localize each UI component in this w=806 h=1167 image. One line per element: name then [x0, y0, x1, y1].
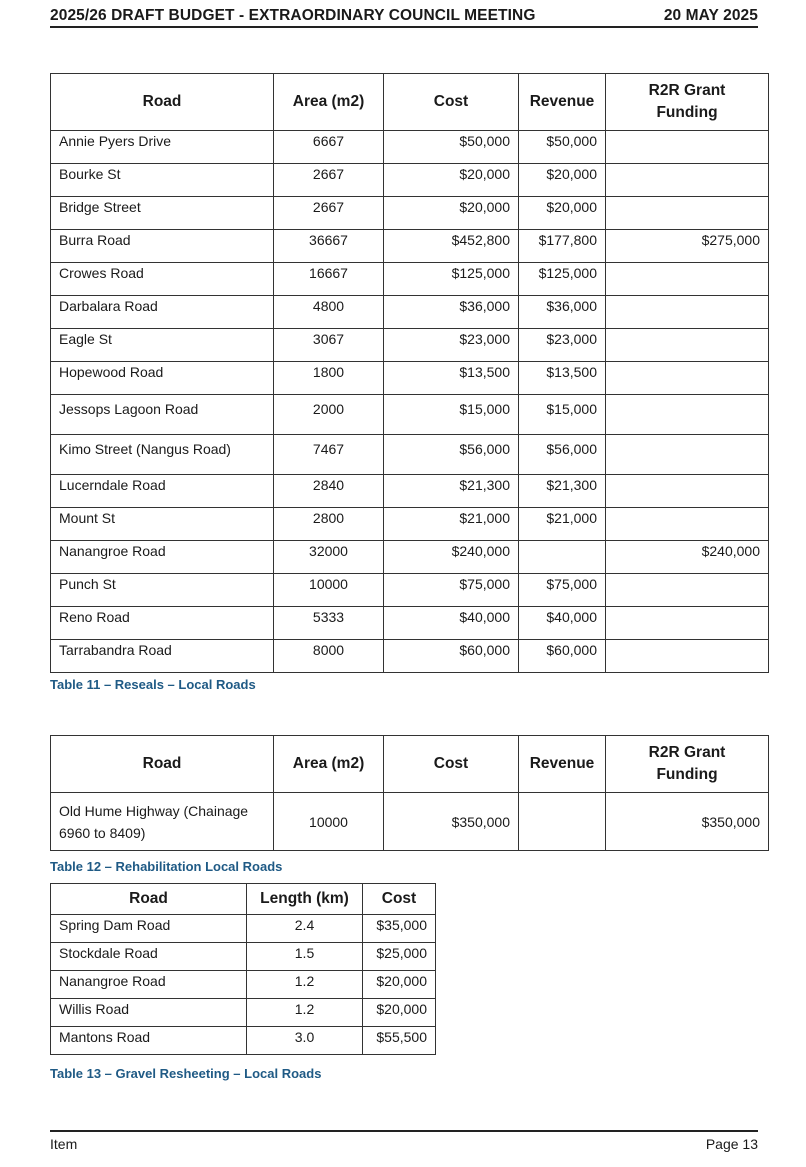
- table-row: [51, 508, 769, 541]
- table-row: [51, 574, 769, 607]
- cell-grant: [606, 263, 769, 296]
- table-11-caption: Table 11 – Reseals – Local Roads: [50, 677, 256, 692]
- cell-road: Nanangroe Road: [51, 971, 247, 999]
- table-row: [51, 475, 769, 508]
- cell-revenue: $21,000: [519, 508, 606, 541]
- cell-road: Darbalara Road: [51, 296, 274, 329]
- cell-revenue: $56,000: [519, 435, 606, 475]
- cell-road: Punch St: [51, 574, 274, 607]
- cell-area: 16667: [274, 263, 384, 296]
- cell-revenue: [519, 541, 606, 574]
- cell-area: 2800: [274, 508, 384, 541]
- cell-grant: [606, 296, 769, 329]
- cell-grant: [606, 164, 769, 197]
- cell-revenue: $50,000: [519, 131, 606, 164]
- cell-road: Nanangroe Road: [51, 541, 274, 574]
- cell-cost: $36,000: [384, 296, 519, 329]
- table-row: [51, 435, 769, 475]
- cell-grant: [606, 197, 769, 230]
- cell-cost: $56,000: [384, 435, 519, 475]
- cell-length: 2.4: [247, 915, 363, 943]
- table-row: [51, 329, 769, 362]
- cell-cost: $40,000: [384, 607, 519, 640]
- cell-road: Bridge Street: [51, 197, 274, 230]
- cell-road: Kimo Street (Nangus Road): [51, 435, 274, 475]
- cell-cost: $35,000: [363, 915, 436, 943]
- cell-road: Stockdale Road: [51, 943, 247, 971]
- cell-cost: $23,000: [384, 329, 519, 362]
- cell-road: Burra Road: [51, 230, 274, 263]
- cell-area: 1800: [274, 362, 384, 395]
- cell-cost: $60,000: [384, 640, 519, 673]
- cell-revenue: $15,000: [519, 395, 606, 435]
- cell-grant: [606, 607, 769, 640]
- gravel-resheeting-table: [50, 883, 436, 1055]
- table-row: [51, 362, 769, 395]
- cell-road: Spring Dam Road: [51, 915, 247, 943]
- cell-grant: [606, 574, 769, 607]
- cell-area: 2667: [274, 164, 384, 197]
- table-row: [51, 541, 769, 574]
- cell-grant: $350,000: [606, 793, 769, 851]
- cell-area: 10000: [274, 574, 384, 607]
- cell-cost: $20,000: [363, 971, 436, 999]
- cell-road: Old Hume Highway (Chainage 6960 to 8409): [51, 793, 274, 851]
- cell-road: Eagle St: [51, 329, 274, 362]
- cell-area: 10000: [274, 793, 384, 851]
- cell-revenue: $125,000: [519, 263, 606, 296]
- cell-length: 1.2: [247, 971, 363, 999]
- cell-cost: $25,000: [363, 943, 436, 971]
- col-header-revenue: Revenue: [519, 736, 606, 793]
- cell-grant: $240,000: [606, 541, 769, 574]
- table-row: [51, 607, 769, 640]
- cell-area: 36667: [274, 230, 384, 263]
- cell-grant: [606, 329, 769, 362]
- cell-cost: $125,000: [384, 263, 519, 296]
- table-row: [51, 915, 436, 943]
- cell-grant: [606, 508, 769, 541]
- table-row: [51, 197, 769, 230]
- cell-grant: [606, 395, 769, 435]
- table-12-caption: Table 12 – Rehabilitation Local Roads: [50, 859, 283, 874]
- cell-area: 8000: [274, 640, 384, 673]
- cell-cost: $20,000: [363, 999, 436, 1027]
- document-title: 2025/26 DRAFT BUDGET - EXTRAORDINARY COUNCIL MEETING: [50, 7, 536, 24]
- col-header-road: Road: [51, 884, 247, 915]
- col-header-cost: Cost: [384, 74, 519, 131]
- table-header-row: [51, 736, 769, 793]
- cell-cost: $20,000: [384, 197, 519, 230]
- cell-area: 4800: [274, 296, 384, 329]
- cell-cost: $15,000: [384, 395, 519, 435]
- cell-cost: $55,500: [363, 1027, 436, 1055]
- cell-cost: $240,000: [384, 541, 519, 574]
- cell-road: Lucerndale Road: [51, 475, 274, 508]
- cell-road: Reno Road: [51, 607, 274, 640]
- col-header-revenue: Revenue: [519, 74, 606, 131]
- cell-cost: $75,000: [384, 574, 519, 607]
- cell-grant: $275,000: [606, 230, 769, 263]
- col-header-grant: R2R Grant Funding: [606, 74, 769, 131]
- cell-road: Willis Road: [51, 999, 247, 1027]
- col-header-cost: Cost: [384, 736, 519, 793]
- page-number: Page 13: [705, 1136, 758, 1152]
- table-row: [51, 971, 436, 999]
- col-header-road: Road: [51, 74, 274, 131]
- col-header-grant: R2R Grant Funding: [606, 736, 769, 793]
- cell-grant: [606, 475, 769, 508]
- cell-road: Hopewood Road: [51, 362, 274, 395]
- cell-road: Crowes Road: [51, 263, 274, 296]
- cell-revenue: $13,500: [519, 362, 606, 395]
- cell-revenue: $20,000: [519, 197, 606, 230]
- cell-grant: [606, 131, 769, 164]
- col-header-length: Length (km): [247, 884, 363, 915]
- col-header-area: Area (m2): [274, 736, 384, 793]
- table-header-row: [51, 884, 436, 915]
- page-header: [50, 6, 758, 28]
- cell-revenue: $75,000: [519, 574, 606, 607]
- table-13-caption: Table 13 – Gravel Resheeting – Local Roads: [50, 1066, 322, 1081]
- table-row: [51, 164, 769, 197]
- cell-revenue: $60,000: [519, 640, 606, 673]
- cell-cost: $21,300: [384, 475, 519, 508]
- meeting-date: 20 MAY 2025: [663, 7, 758, 24]
- table-row: [51, 263, 769, 296]
- cell-area: 3067: [274, 329, 384, 362]
- table-row: [51, 395, 769, 435]
- cell-revenue: [519, 793, 606, 851]
- cell-cost: $13,500: [384, 362, 519, 395]
- table-row: [51, 999, 436, 1027]
- cell-road: Annie Pyers Drive: [51, 131, 274, 164]
- table-row: [51, 640, 769, 673]
- footer-item-label: Item: [50, 1136, 78, 1152]
- cell-grant: [606, 640, 769, 673]
- cell-revenue: $21,300: [519, 475, 606, 508]
- table-row: [51, 1027, 436, 1055]
- cell-length: 3.0: [247, 1027, 363, 1055]
- cell-road: Jessops Lagoon Road: [51, 395, 274, 435]
- cell-cost: $21,000: [384, 508, 519, 541]
- cell-grant: [606, 435, 769, 475]
- reseals-table: [50, 73, 769, 673]
- cell-road: Mount St: [51, 508, 274, 541]
- table-row: [51, 230, 769, 263]
- cell-area: 32000: [274, 541, 384, 574]
- cell-road: Mantons Road: [51, 1027, 247, 1055]
- cell-revenue: $23,000: [519, 329, 606, 362]
- table-row: [51, 943, 436, 971]
- rehabilitation-table: [50, 735, 769, 851]
- cell-grant: [606, 362, 769, 395]
- cell-cost: $350,000: [384, 793, 519, 851]
- cell-revenue: $36,000: [519, 296, 606, 329]
- col-header-road: Road: [51, 736, 274, 793]
- table-header-row: [51, 74, 769, 131]
- cell-length: 1.2: [247, 999, 363, 1027]
- cell-area: 2840: [274, 475, 384, 508]
- cell-cost: $50,000: [384, 131, 519, 164]
- cell-area: 2667: [274, 197, 384, 230]
- cell-revenue: $20,000: [519, 164, 606, 197]
- table-row: [51, 296, 769, 329]
- cell-road: Tarrabandra Road: [51, 640, 274, 673]
- cell-area: 2000: [274, 395, 384, 435]
- page-footer: [50, 1130, 758, 1152]
- col-header-area: Area (m2): [274, 74, 384, 131]
- col-header-cost: Cost: [363, 884, 436, 915]
- cell-length: 1.5: [247, 943, 363, 971]
- cell-road: Bourke St: [51, 164, 274, 197]
- cell-area: 7467: [274, 435, 384, 475]
- cell-revenue: $177,800: [519, 230, 606, 263]
- cell-cost: $20,000: [384, 164, 519, 197]
- cell-cost: $452,800: [384, 230, 519, 263]
- table-row: [51, 131, 769, 164]
- cell-area: 6667: [274, 131, 384, 164]
- table-row: [51, 793, 769, 851]
- cell-area: 5333: [274, 607, 384, 640]
- cell-revenue: $40,000: [519, 607, 606, 640]
